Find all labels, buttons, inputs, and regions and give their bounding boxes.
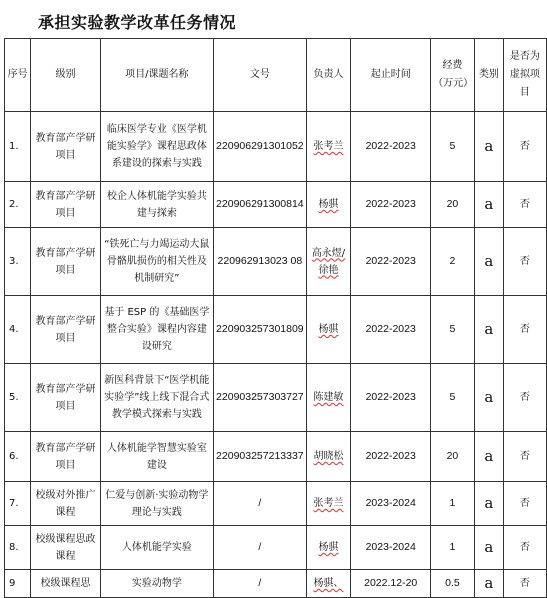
cell-doc: / [214,526,307,570]
table-row [5,182,547,228]
header-level: 级别 [31,39,100,112]
header-name: 项目/课题名称 [100,39,213,112]
table-row [5,526,547,570]
cell-name: 校企人体机能学实验共建与探索 [100,182,213,228]
cell-fund: 1 [431,482,475,526]
cell-seq: 1. [5,112,31,182]
cell-doc: 220906291300814 [214,182,307,228]
cell-level: 校级对外推广课程 [31,482,100,526]
cell-level: 教育部产学研项目 [31,182,100,228]
cell-cat: a [474,182,503,228]
cell-seq: 3. [5,228,31,296]
header-period: 起止时间 [351,39,431,112]
cell-seq: 4. [5,296,31,364]
table-row [5,364,547,432]
cell-period: 2023-2024 [351,482,431,526]
cell-name: 人体机能学实验 [100,526,213,570]
cell-seq: 2. [5,182,31,228]
cell-name: 实验动物学 [100,570,213,598]
cell-fund: 5 [431,296,475,364]
cell-cat: a [474,432,503,482]
header-fund: 经费（万元） [431,39,475,112]
cell-cat: a [474,228,503,296]
table-row [5,112,547,182]
cell-virtual: 否 [503,364,546,432]
table-header-row [5,39,547,112]
cell-doc: 220903257303727 [214,364,307,432]
cell-fund: 1 [431,526,475,570]
cell-fund: 20 [431,432,475,482]
cell-period: 2022-2023 [351,228,431,296]
cell-leader: 陈建敏 [306,364,351,432]
document-title: 承担实验教学改革任务情况 [38,13,237,32]
cell-fund: 0.5 [431,570,475,598]
cell-leader: 杨骐 [306,182,351,228]
table-row [5,432,547,482]
cell-virtual: 否 [503,182,546,228]
cell-name: 仁爱与创新·实验动物学理论与实践 [100,482,213,526]
cell-fund: 5 [431,364,475,432]
cell-name: 新医科背景下“医学机能实验学”线上线下混合式教学模式探索与实践 [100,364,213,432]
cell-leader: 高永煜/徐艳 [306,228,351,296]
cell-name: 基于 ESP 的《基础医学整合实验》课程内容建设研究 [100,296,213,364]
cell-leader: 张考兰 [306,112,351,182]
cell-leader: 杨骐 [306,526,351,570]
cell-level: 教育部产学研项目 [31,112,100,182]
header-leader: 负责人 [306,39,351,112]
cell-virtual: 否 [503,228,546,296]
header-seq: 序号 [5,39,31,112]
cell-virtual: 否 [503,432,546,482]
cell-doc: / [214,482,307,526]
cell-seq: 9 [5,570,31,598]
cell-seq: 8. [5,526,31,570]
cell-leader: 杨骐、 [306,570,351,598]
cell-level: 教育部产学研项目 [31,296,100,364]
cell-doc: / [214,570,307,598]
cell-name: 临床医学专业《医学机能实验学》课程思政体系建设的探索与实践 [100,112,213,182]
cell-cat: a [474,364,503,432]
cell-virtual: 否 [503,482,546,526]
cell-level: 教育部产学研项目 [31,364,100,432]
cell-virtual: 否 [503,296,546,364]
cell-name: 人体机能学智慧实验室建设 [100,432,213,482]
cell-period: 2022-2023 [351,432,431,482]
header-virtual: 是否为虚拟项目 [503,39,546,112]
cell-fund: 5 [431,112,475,182]
table-row [5,228,547,296]
cell-virtual: 否 [503,112,546,182]
cell-seq: 6. [5,432,31,482]
cell-seq: 7. [5,482,31,526]
cell-doc: 220903257301809 [214,296,307,364]
cell-level: 教育部产学研项目 [31,432,100,482]
cell-doc: 220906291301052 [214,112,307,182]
cell-period: 2022.12-20 [351,570,431,598]
cell-fund: 2 [431,228,475,296]
cell-leader: 张考兰 [306,482,351,526]
cell-period: 2022-2023 [351,364,431,432]
cell-fund: 20 [431,182,475,228]
header-doc: 文号 [214,39,307,112]
cell-period: 2022-2023 [351,112,431,182]
cell-leader: 杨骐 [306,296,351,364]
cell-cat: a [474,482,503,526]
cell-doc: 220903257213337 [214,432,307,482]
cell-level: 校级课程思 [31,570,100,598]
cell-leader: 胡晓松 [306,432,351,482]
cell-period: 2022-2023 [351,182,431,228]
table-row [5,482,547,526]
cell-level: 教育部产学研项目 [31,228,100,296]
cell-level: 校级课程思政课程 [31,526,100,570]
cell-virtual: 否 [503,570,546,598]
cell-name: “铁死亡与力竭运动大鼠骨骼肌损伤的相关性及机制研究” [100,228,213,296]
cell-period: 2022-2023 [351,296,431,364]
table-row [5,570,547,598]
cell-cat: a [474,296,503,364]
project-table [4,38,547,598]
cell-cat: a [474,526,503,570]
header-category: 类别 [474,39,503,112]
cell-period: 2023-2024 [351,526,431,570]
cell-doc: 220962913023 08 [214,228,307,296]
cell-seq: 5. [5,364,31,432]
cell-cat: a [474,112,503,182]
cell-cat: a [474,570,503,598]
table-row [5,296,547,364]
cell-virtual: 否 [503,526,546,570]
